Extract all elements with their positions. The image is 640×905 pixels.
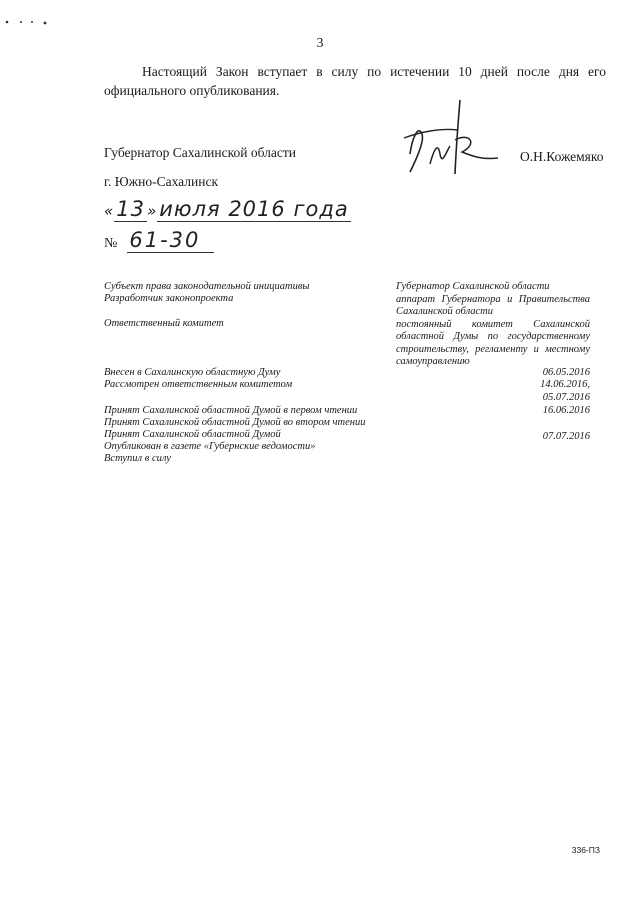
- meta-second-reading-label: Принят Сахалинской областной Думой во втором чтении: [104, 417, 366, 428]
- law-number: 61-30: [127, 228, 214, 253]
- meta-first-reading-date: 16.06.2016: [542, 405, 590, 416]
- meta-adopted-date: 07.07.2016: [542, 431, 590, 442]
- page-number: 3: [316, 36, 324, 51]
- document-code: 336-ПЗ: [571, 845, 600, 855]
- governor-title: Губернатор Сахалинской области: [104, 145, 296, 160]
- scan-specks: [0, 0, 60, 30]
- handwritten-date: [104, 197, 351, 221]
- meta-developer-label: Разработчик законопроекта: [104, 293, 234, 304]
- date-day: 13: [116, 197, 145, 221]
- date-quote-open: «: [104, 202, 115, 220]
- meta-reviewed-label: Рассмотрен ответственным комитетом: [104, 379, 293, 390]
- meta-initiative-subject-label: Субъект права законодательной инициативы: [104, 281, 310, 292]
- meta-committee-value-line-2: областной Думы по государственному: [396, 331, 590, 342]
- meta-committee-label: Ответственный комитет: [104, 318, 224, 329]
- number-label: №: [104, 236, 118, 251]
- date-month-year: июля 2016 года: [159, 197, 349, 221]
- meta-first-reading-label: Принят Сахалинской областной Думой в первом чтении: [104, 405, 358, 416]
- governor-signature: [400, 94, 508, 176]
- meta-initiative-subject-value: Губернатор Сахалинской области: [396, 281, 550, 292]
- meta-published-label: Опубликован в газете «Губернские ведомости»: [104, 441, 316, 452]
- meta-adopted-label: Принят Сахалинской областной Думой: [104, 429, 281, 440]
- meta-committee-value-line-4: самоуправлению: [396, 356, 470, 367]
- meta-developer-value-line-2: Сахалинской области: [396, 306, 494, 317]
- meta-effective-label: Вступил в силу: [104, 453, 171, 464]
- governor-name: О.Н.Кожемяко: [520, 149, 604, 164]
- meta-committee-value-line-3: строительству, регламенту и местному: [396, 343, 590, 355]
- meta-reviewed-date-1: 14.06.2016,: [540, 379, 590, 390]
- meta-submitted-date: 06.05.2016: [542, 367, 590, 378]
- handwritten-number-line: [104, 228, 214, 252]
- meta-right-column: [396, 281, 590, 369]
- meta-developer-value-line-1: аппарат Губернатора и Правительства: [396, 293, 590, 305]
- meta-submitted-label: Внесен в Сахалинскую областную Думу: [104, 367, 281, 378]
- meta-reviewed-date-2: 05.07.2016: [542, 392, 590, 403]
- date-quote-close: »: [147, 202, 158, 220]
- meta-committee-value-line-1: постоянный комитет Сахалинской: [396, 318, 590, 330]
- law-effective-paragraph: Настоящий Закон вступает в силу по истечении 10 дней после дня его официального опубликования.: [104, 64, 606, 98]
- city-line: г. Южно-Сахалинск: [104, 174, 219, 189]
